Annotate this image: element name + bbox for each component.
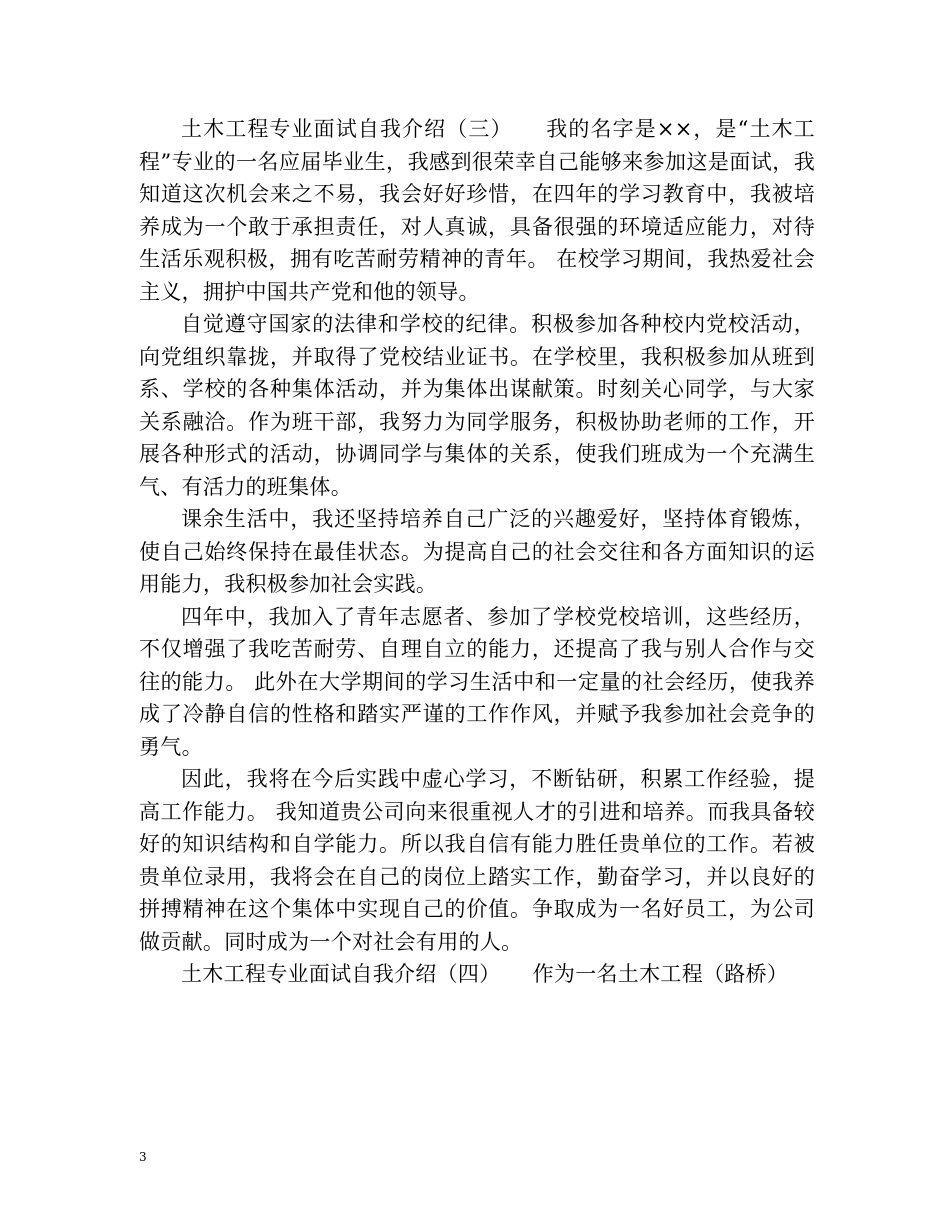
paragraph-3: 课余生活中，我还坚持培养自己广泛的兴趣爱好，坚持体育锻炼，使自己始终保持在最佳状态。为提高自己的社会交往和各方面知识的运用能力，我积极参加社会实践。 bbox=[139, 507, 815, 596]
paragraph-6: 土木工程专业面试自我介绍（四） 作为一名土木工程（路桥） bbox=[181, 962, 789, 986]
paragraph-2: 自觉遵守国家的法律和学校的纪律。积极参加各种校内党校活动，向党组织靠拢，并取得了党校结业证书。在学校里，我积极参加从班到系、学校的各种集体活动，并为集体出谋献策。时刻关心同学，与大家关系融洽。作为班干部，我努力为同学服务，积极协助老师的工作，开展各种形式的活动，协调同学与集体的关系，使我们班成为一个充满生气、有活力的班集体。 bbox=[139, 312, 815, 499]
page-number: 3 bbox=[139, 1150, 147, 1164]
document-body bbox=[139, 113, 815, 991]
paragraph-1: 土木工程专业面试自我介绍（三） 我的名字是××，是“土木工程”专业的一名应届毕业生，我感到很荣幸自己能够来参加这是面试，我知道这次机会来之不易，我会好好珍惜，在四年的学习教育中，我被培养成为一个敢于承担责任，对人真诚，具备很强的环境适应能力，对待生活乐观积极，拥有吃苦耐劳精神的青年。 在校学习期间，我热爱社会主义，拥护中国共产党和他的领导。 bbox=[139, 117, 815, 304]
paragraph-5: 因此，我将在今后实践中虚心学习，不断钻研，积累工作经验，提高工作能力。 我知道贵公司向来很重视人才的引进和培养。而我具备较好的知识结构和自学能力。所以我自信有能力胜任贵单位的工作。若被贵单位录用，我将会在自己的岗位上踏实工作，勤奋学习，并以良好的拼搏精神在这个集体中实现自己的价值。争取成为一名好员工，为公司做贡献。同时成为一个对社会有用的人。 bbox=[139, 767, 815, 954]
paragraph-4: 四年中，我加入了青年志愿者、参加了学校党校培训，这些经历，不仅增强了我吃苦耐劳、自理自立的能力，还提高了我与别人合作与交往的能力。 此外在大学期间的学习生活中和一定量的社会经历，使我养成了冷静自信的性格和踏实严谨的工作作风，并赋予我参加社会竞争的勇气。 bbox=[139, 604, 815, 759]
